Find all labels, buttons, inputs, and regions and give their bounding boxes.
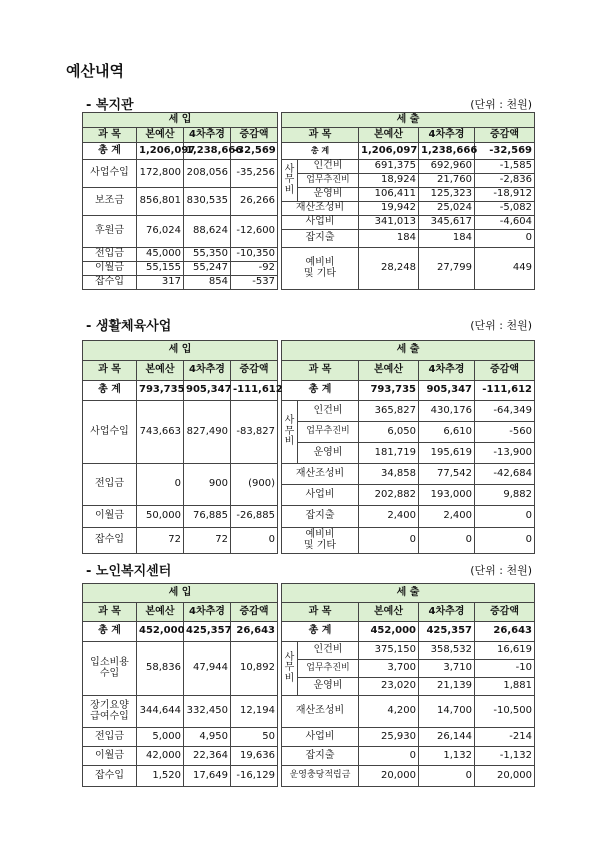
cell: -13,900 (475, 443, 535, 464)
table-row (83, 143, 535, 160)
cell: 보조금 (83, 188, 137, 216)
cell: -32,569 (475, 143, 535, 160)
cell: 184 (419, 230, 475, 248)
cell: 17,649 (184, 766, 231, 787)
cell: -1,132 (475, 747, 535, 766)
cell: 341,013 (359, 216, 419, 230)
cell: 195,619 (419, 443, 475, 464)
cell: 잡수입 (83, 528, 137, 554)
table-row (83, 642, 535, 660)
cell: 125,323 (419, 188, 475, 202)
col-header: 증감액 (231, 603, 278, 622)
col-header: 증감액 (475, 128, 535, 143)
cell: 후원금 (83, 216, 137, 248)
cell: 425,357 (419, 622, 475, 642)
cell: 0 (475, 528, 535, 554)
total-label: 총 계 (83, 381, 137, 401)
cell: 잡수입 (83, 276, 137, 290)
cell: 운영비 (298, 188, 359, 202)
cell: 45,000 (137, 248, 184, 262)
cell: 106,411 (359, 188, 419, 202)
cell: -35,256 (231, 160, 278, 188)
cell: 16,619 (475, 642, 535, 660)
table-row (83, 766, 535, 787)
cell: 76,885 (184, 506, 231, 528)
cell: 34,858 (359, 464, 419, 485)
cell: 692,960 (419, 160, 475, 174)
cell: 12,194 (231, 696, 278, 728)
section-title-senior-center: - 노인복지센터 (86, 564, 172, 579)
cell: 26,643 (231, 622, 278, 642)
cell: -4,604 (475, 216, 535, 230)
section-title-sports-program: - 생활체육사업 (86, 319, 172, 334)
cell: 재산조성비 (282, 202, 359, 216)
cell: -32,569 (231, 143, 278, 160)
col-header: 본예산 (137, 603, 184, 622)
cell: 10,892 (231, 642, 278, 696)
income-header: 세 입 (83, 341, 278, 361)
section-title-welfare-center: - 복지관 (86, 98, 134, 113)
table-row (83, 464, 535, 485)
cell: 0 (475, 230, 535, 248)
cell: 1,520 (137, 766, 184, 787)
cell: 19,636 (231, 747, 278, 766)
cell: 잡지출 (282, 506, 359, 528)
cell: -111,612 (231, 381, 278, 401)
cell: -10,350 (231, 248, 278, 262)
cell: 업무추진비 (298, 660, 359, 678)
table-row (83, 216, 535, 230)
cell: 사업수입 (83, 401, 137, 464)
cell: 193,000 (419, 485, 475, 506)
cell: -10,500 (475, 696, 535, 728)
cell: 58,836 (137, 642, 184, 696)
cell: 77,542 (419, 464, 475, 485)
cell: 잡수입 (83, 766, 137, 787)
cell: 운영비 (298, 678, 359, 696)
cell: 50,000 (137, 506, 184, 528)
cell: 재산조성비 (282, 696, 359, 728)
col-header: 증감액 (475, 361, 535, 381)
cell: 전입금 (83, 464, 137, 506)
col-header: 본예산 (359, 128, 419, 143)
cell: 이월금 (83, 262, 137, 276)
cell: 344,644 (137, 696, 184, 728)
table-row (83, 747, 535, 766)
income-header: 세 입 (83, 113, 278, 128)
cell: 332,450 (184, 696, 231, 728)
cell: 운영충당적립금 (282, 766, 359, 787)
cell: 1,206,097 (359, 143, 419, 160)
cell: 743,663 (137, 401, 184, 464)
cell: 인건비 (298, 401, 359, 422)
cell: -5,082 (475, 202, 535, 216)
cell: 365,827 (359, 401, 419, 422)
expense-header: 세 출 (282, 113, 535, 128)
cell: 사업비 (282, 485, 359, 506)
cell: 793,735 (359, 381, 419, 401)
cell: 26,144 (419, 728, 475, 747)
cell: 사업비 (282, 216, 359, 230)
cell: -83,827 (231, 401, 278, 464)
table-row (83, 381, 535, 401)
cell: 1,132 (419, 747, 475, 766)
cell: 4,950 (184, 728, 231, 747)
cell: (900) (231, 464, 278, 506)
budget-table-welfare-center (82, 112, 535, 290)
col-header: 4차추경 (419, 603, 475, 622)
cell: 55,350 (184, 248, 231, 262)
cell: 3,700 (359, 660, 419, 678)
cell: -12,600 (231, 216, 278, 248)
cell: -18,912 (475, 188, 535, 202)
cell: 856,801 (137, 188, 184, 216)
cell: -26,885 (231, 506, 278, 528)
cell: 172,800 (137, 160, 184, 188)
document-title: 예산내역 (66, 62, 124, 80)
total-label: 총 계 (83, 143, 137, 160)
cell: 운영비 (298, 443, 359, 464)
cell: 사업수입 (83, 160, 137, 188)
cell: 22,364 (184, 747, 231, 766)
cell: 입소비용 수입 (83, 642, 137, 696)
cell: 6,610 (419, 422, 475, 443)
cell: -560 (475, 422, 535, 443)
table-row (83, 728, 535, 747)
col-header: 과 목 (282, 603, 359, 622)
cell: 181,719 (359, 443, 419, 464)
cell: 452,000 (137, 622, 184, 642)
unit-label: (단위 : 천원) (470, 564, 532, 577)
samu-label: 사 무 비 (282, 642, 298, 696)
cell: 202,882 (359, 485, 419, 506)
cell: 184 (359, 230, 419, 248)
col-header: 4차추경 (419, 128, 475, 143)
cell: 이월금 (83, 747, 137, 766)
table-row (83, 401, 535, 422)
cell: 18,924 (359, 174, 419, 188)
table-row (83, 622, 535, 642)
cell: 예비비 및 기타 (282, 248, 359, 290)
cell: -2,836 (475, 174, 535, 188)
cell: 0 (231, 528, 278, 554)
cell: 26,266 (231, 188, 278, 216)
col-header: 과 목 (83, 128, 137, 143)
budget-table-senior-center (82, 583, 535, 787)
cell: 재산조성비 (282, 464, 359, 485)
cell: 375,150 (359, 642, 419, 660)
col-header: 4차추경 (184, 361, 231, 381)
cell: 19,942 (359, 202, 419, 216)
cell: 0 (475, 506, 535, 528)
cell: 장기요양 급여수입 (83, 696, 137, 728)
cell: 345,617 (419, 216, 475, 230)
col-header: 증감액 (231, 361, 278, 381)
table-row (83, 528, 535, 554)
unit-label: (단위 : 천원) (470, 319, 532, 332)
cell: 900 (184, 464, 231, 506)
cell: 1,881 (475, 678, 535, 696)
table-row (83, 188, 535, 202)
cell: -111,612 (475, 381, 535, 401)
cell: 854 (184, 276, 231, 290)
col-header: 과 목 (83, 361, 137, 381)
cell: 25,024 (419, 202, 475, 216)
unit-label: (단위 : 천원) (470, 98, 532, 111)
expense-header: 세 출 (282, 341, 535, 361)
cell: 449 (475, 248, 535, 290)
col-header: 4차추경 (184, 603, 231, 622)
cell: 21,760 (419, 174, 475, 188)
cell: 잡지출 (282, 747, 359, 766)
cell: 905,347 (184, 381, 231, 401)
cell: 1,238,666 (184, 143, 231, 160)
cell: 452,000 (359, 622, 419, 642)
cell: 827,490 (184, 401, 231, 464)
cell: 88,624 (184, 216, 231, 248)
cell: 21,139 (419, 678, 475, 696)
cell: 47,944 (184, 642, 231, 696)
col-header: 본예산 (137, 128, 184, 143)
cell: 23,020 (359, 678, 419, 696)
cell: 25,930 (359, 728, 419, 747)
cell: 14,700 (419, 696, 475, 728)
col-header: 과 목 (282, 128, 359, 143)
budget-table-sports-program (82, 340, 535, 554)
table-row (83, 160, 535, 174)
cell: 이월금 (83, 506, 137, 528)
cell: 전입금 (83, 248, 137, 262)
cell: 830,535 (184, 188, 231, 216)
col-header: 4차추경 (419, 361, 475, 381)
cell: 0 (137, 464, 184, 506)
col-header: 4차추경 (184, 128, 231, 143)
cell: 인건비 (298, 160, 359, 174)
table-row (83, 248, 535, 262)
cell: 72 (184, 528, 231, 554)
cell: 1,238,666 (419, 143, 475, 160)
cell: 55,155 (137, 262, 184, 276)
cell: 0 (359, 747, 419, 766)
cell: 42,000 (137, 747, 184, 766)
cell: 793,735 (137, 381, 184, 401)
cell: 425,357 (184, 622, 231, 642)
expense-header: 세 출 (282, 584, 535, 603)
cell: 4,200 (359, 696, 419, 728)
cell: -92 (231, 262, 278, 276)
col-header: 과 목 (83, 603, 137, 622)
cell: 905,347 (419, 381, 475, 401)
total-label: 총 계 (282, 143, 359, 160)
cell: 6,050 (359, 422, 419, 443)
cell: 9,882 (475, 485, 535, 506)
cell: 208,056 (184, 160, 231, 188)
cell: 3,710 (419, 660, 475, 678)
table-row (83, 506, 535, 528)
cell: -537 (231, 276, 278, 290)
cell: -64,349 (475, 401, 535, 422)
total-label: 총 계 (282, 622, 359, 642)
cell: 72 (137, 528, 184, 554)
cell: 전입금 (83, 728, 137, 747)
cell: 20,000 (359, 766, 419, 787)
cell: 27,799 (419, 248, 475, 290)
col-header: 증감액 (475, 603, 535, 622)
cell: -214 (475, 728, 535, 747)
cell: 430,176 (419, 401, 475, 422)
cell: 0 (359, 528, 419, 554)
samu-label: 사 무 비 (282, 401, 298, 464)
col-header: 본예산 (359, 603, 419, 622)
cell: 358,532 (419, 642, 475, 660)
cell: 업무추진비 (298, 174, 359, 188)
cell: 1,206,097 (137, 143, 184, 160)
table-row (83, 696, 535, 728)
cell: 인건비 (298, 642, 359, 660)
cell: 55,247 (184, 262, 231, 276)
cell: 50 (231, 728, 278, 747)
col-header: 본예산 (359, 361, 419, 381)
cell: 317 (137, 276, 184, 290)
cell: 업무추진비 (298, 422, 359, 443)
cell: 20,000 (475, 766, 535, 787)
cell: 0 (419, 528, 475, 554)
cell: 잡지출 (282, 230, 359, 248)
cell: 5,000 (137, 728, 184, 747)
cell: -42,684 (475, 464, 535, 485)
total-label: 총 계 (282, 381, 359, 401)
col-header: 과 목 (282, 361, 359, 381)
cell: 76,024 (137, 216, 184, 248)
cell: 0 (419, 766, 475, 787)
total-label: 총 계 (83, 622, 137, 642)
cell: -16,129 (231, 766, 278, 787)
cell: -1,585 (475, 160, 535, 174)
cell: 2,400 (359, 506, 419, 528)
cell: 사업비 (282, 728, 359, 747)
income-header: 세 입 (83, 584, 278, 603)
cell: 28,248 (359, 248, 419, 290)
col-header: 본예산 (137, 361, 184, 381)
samu-label: 사 무 비 (282, 160, 298, 202)
cell: 26,643 (475, 622, 535, 642)
cell: -10 (475, 660, 535, 678)
cell: 691,375 (359, 160, 419, 174)
col-header: 증감액 (231, 128, 278, 143)
cell: 예비비 및 기타 (282, 528, 359, 554)
cell: 2,400 (419, 506, 475, 528)
